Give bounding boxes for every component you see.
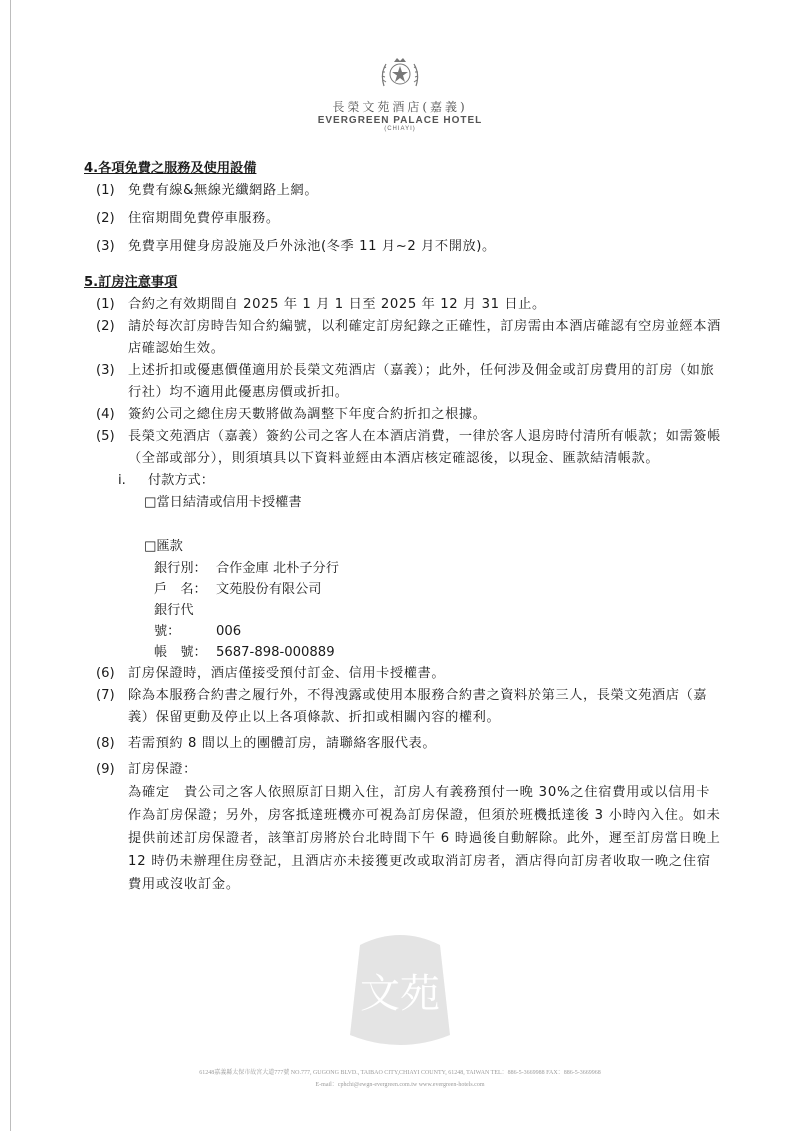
item-text: 請於每次訂房時告知合約編號，以利確定訂房紀錄之正確性，訂房需由本酒店確認有空房並經本酒店確認始生效。 [128, 319, 721, 356]
item-text: 合約之有效期間自 2025 年 1 月 1 日至 2025 年 12 月 31 日止。 [128, 297, 546, 312]
item-number: (8) [96, 736, 115, 751]
item-text: 訂房保證： [128, 762, 197, 777]
section4-title: 4.各項免費之服務及使用設備 [84, 161, 257, 176]
payment-method-label: 付款方式： [148, 473, 214, 488]
list-item [84, 294, 724, 316]
page-edge-line [10, 0, 11, 1131]
bank-code-row [154, 600, 724, 642]
item-number: (5) [96, 429, 115, 444]
hotel-name-en: EVERGREEN PALACE HOTEL [317, 115, 483, 126]
account-name-label: 戶 名： [154, 582, 207, 597]
item-text: 若需預約 8 間以上的團體訂房，請聯絡客服代表。 [128, 736, 437, 751]
list-item [84, 426, 724, 470]
footer-address: 61248嘉義縣太保市故宮大道777號 NO.777, GUGONG BLVD., TAIBAO CITY,CHIAYI COUNTY, 61248, TAIWAN TEL：886-5-3669988 FAX：886-5-3669968 [199, 1070, 601, 1076]
list-item [84, 663, 724, 685]
item-number: (2) [96, 319, 115, 334]
bank-row [154, 558, 724, 579]
crown-emblem-icon [378, 56, 422, 90]
list-item [84, 759, 724, 781]
account-name-row [154, 579, 724, 600]
item-number: (1) [96, 183, 115, 198]
item-number: (9) [96, 762, 115, 777]
document-body [84, 158, 724, 896]
bank-code-value: 006 [216, 624, 242, 639]
watermark-seal [340, 925, 460, 1055]
item-number: (3) [96, 363, 115, 378]
item-number: (2) [96, 211, 115, 226]
account-number-label: 帳 號： [154, 645, 207, 660]
item-text: 長榮文苑酒店（嘉義）簽約公司之客人在本酒店消費，一律於客人退房時付清所有帳款；如需簽帳（全部或部分），則須填具以下資料並經由本酒店核定確認後，以現金、匯款結清帳款。 [128, 429, 721, 466]
page-footer [0, 1067, 800, 1091]
bank-code-label: 銀行代號： [154, 603, 194, 639]
item-text: 上述折扣或優惠價僅適用於長榮文苑酒店（嘉義）；此外，任何涉及佣金或訂房費用的訂房（如旅行社）均不適用此優惠房價或折扣。 [128, 363, 715, 400]
bank-label: 銀行別： [154, 561, 207, 576]
item-text: 免費有線&無線光纖網路上網。 [128, 183, 319, 198]
account-number-row [154, 642, 724, 663]
list-item [84, 404, 724, 426]
spacer [84, 514, 724, 536]
list-item [84, 733, 724, 755]
list-item [84, 180, 724, 202]
payment-option-transfer: □匯款 [144, 539, 183, 554]
list-item [84, 208, 724, 230]
item-text: 簽約公司之總住房天數將做為調整下年度合約折扣之根據。 [128, 407, 487, 422]
item-text: 訂房保證時，酒店僅接受預付訂金、信用卡授權書。 [128, 666, 446, 681]
booking-guarantee-detail: 為確定 貴公司之客人依照原訂日期入住，訂房人有義務預付一晚 30%之住宿費用或以信用卡作為訂房保證；另外，房客抵達班機亦可視為訂房保證，但須於班機抵達後 3 小時內入住。如未提供前述訂房保證者，該筆訂房將於台北時間下午 6 時過後自動解除。此外，遲至訂房當日晚上 12 時仍未辦理住房登記，且酒店亦未接獲更改或取消訂房者，酒店得向訂房者收取一晚之住宿費用或沒收訂金。 [128, 785, 721, 892]
list-item [84, 316, 724, 360]
letterhead [0, 56, 800, 132]
hotel-location: (CHIAYI) [384, 126, 416, 132]
hotel-name-zh: 長榮文苑酒店(嘉義) [332, 100, 468, 114]
item-number: (3) [96, 239, 115, 254]
footer-contact: E-mail：cphchi@ewgn-evergreen.com.tw www.evergreen-hotels.com [315, 1082, 485, 1088]
item-number: (7) [96, 688, 115, 703]
account-name-value: 文苑股份有限公司 [216, 582, 322, 597]
bank-details [154, 558, 724, 663]
item-number: (6) [96, 666, 115, 681]
section4-list [84, 180, 724, 258]
list-item [84, 360, 724, 404]
section5-title: 5.訂房注意事項 [84, 275, 178, 290]
account-number-value: 5687-898-000889 [216, 645, 335, 660]
item-text: 免費享用健身房設施及戶外泳池(冬季 11 月~2 月不開放)。 [128, 239, 496, 254]
list-item [84, 236, 724, 258]
payment-method-heading [118, 470, 724, 492]
section5-list [84, 294, 724, 896]
list-item [84, 685, 724, 729]
item-text: 住宿期間免費停車服務。 [128, 211, 280, 226]
item-number: (1) [96, 297, 115, 312]
payment-option-card: □當日結清或信用卡授權書 [144, 495, 302, 510]
bank-value: 合作金庫 北朴子分行 [216, 561, 339, 576]
roman-numeral: i. [118, 473, 126, 488]
item-text: 除為本服務合約書之履行外，不得洩露或使用本服務合約書之資料於第三人，長榮文苑酒店（嘉義）保留更動及停止以上各項條款、折扣或相關內容的權利。 [128, 688, 708, 725]
item-number: (4) [96, 407, 115, 422]
watermark-text: 文苑 [360, 971, 440, 1017]
